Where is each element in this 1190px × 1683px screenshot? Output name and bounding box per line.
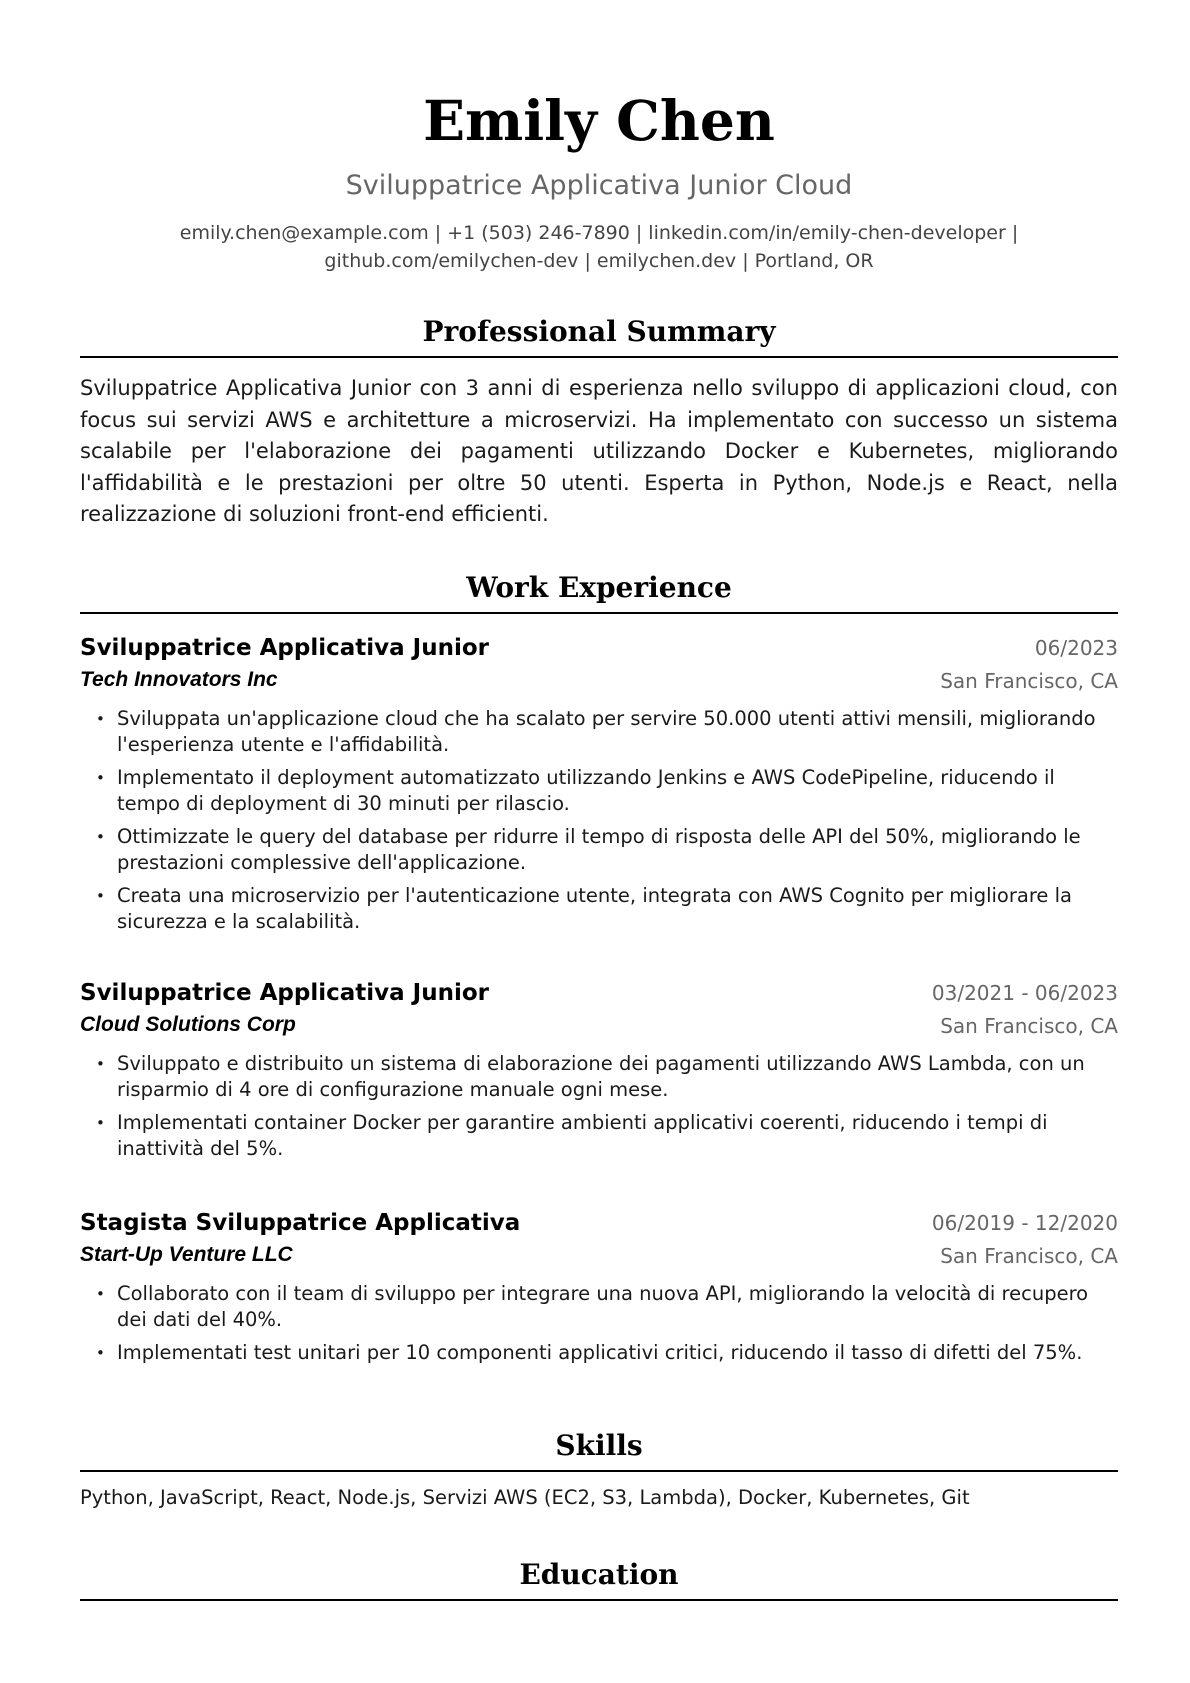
job-location: San Francisco, CA xyxy=(940,1244,1118,1268)
job-company: Cloud Solutions Corp xyxy=(80,1013,296,1036)
job-dates: 03/2021 - 06/2023 xyxy=(931,981,1118,1005)
candidate-headline: Sviluppatrice Applicativa Junior Cloud xyxy=(345,170,853,201)
job-title: Sviluppatrice Applicativa Junior xyxy=(80,980,489,1006)
skills-list: Python, JavaScript, React, Node.js, Servizi AWS (EC2, S3, Lambda), Docker, Kubernetes, Git xyxy=(80,1486,970,1509)
job-bullets xyxy=(80,706,1118,935)
summary-text: Sviluppatrice Applicativa Junior con 3 anni di esperienza nello sviluppo di applicazioni cloud, con focus sui servizi AWS e architetture a microservizi. Ha implementato con successo un sistema scalabile per l'elaborazione dei pagamenti utilizzando Docker e Kubernetes, migliorando l'affidabilità e le prestazioni per oltre 50 utenti. Esperta in Python, Node.js e React, nella realizzazione di soluzioni front-end efficienti. xyxy=(80,376,1118,526)
job-bullet: • Sviluppata un'applicazione cloud che ha scalato per servire 50.000 utenti attivi mensili, migliorando l'esperienza utente e l'affidabilità. xyxy=(117,706,1118,758)
job-header xyxy=(80,977,1118,1039)
job-location: San Francisco, CA xyxy=(940,669,1118,693)
job-dates: 06/2019 - 12/2020 xyxy=(931,1211,1118,1235)
job-company: Start-Up Venture LLC xyxy=(80,1243,293,1266)
job-bullet: • Implementato il deployment automatizzato utilizzando Jenkins e AWS CodePipeline, riducendo il tempo di deployment di 30 minuti per rilascio. xyxy=(117,765,1118,817)
job-entry xyxy=(80,632,1118,942)
job-bullets xyxy=(80,1281,1118,1366)
job-title: Stagista Sviluppatrice Applicativa xyxy=(80,1210,521,1236)
job-company: Tech Innovators Inc xyxy=(80,668,278,691)
job-bullet: • Collaborato con il team di sviluppo per integrare una nuova API, migliorando la velocità di recupero dei dati del 40%. xyxy=(117,1281,1118,1333)
job-bullets xyxy=(80,1051,1118,1162)
job-title: Sviluppatrice Applicativa Junior xyxy=(80,635,489,661)
section-title-skills: Skills xyxy=(80,1426,1118,1472)
section-title-experience: Work Experience xyxy=(80,568,1118,614)
job-header xyxy=(80,1207,1118,1269)
job-entry xyxy=(80,1207,1118,1373)
job-entry xyxy=(80,977,1118,1169)
contact-line-1: emily.chen@example.com | +1 (503) 246-7890 | linkedin.com/in/emily-chen-developer | xyxy=(179,222,1019,244)
job-dates: 06/2023 xyxy=(1034,636,1118,660)
contact-line-2: github.com/emilychen-dev | emilychen.dev | Portland, OR xyxy=(324,250,874,272)
job-bullet: • Creata una microservizio per l'autenticazione utente, integrata con AWS Cognito per migliorare la sicurezza e la scalabilità. xyxy=(117,883,1118,935)
candidate-name: Emily Chen xyxy=(423,88,775,153)
job-header xyxy=(80,632,1118,694)
section-title-education: Education xyxy=(80,1555,1118,1601)
job-bullet: • Ottimizzate le query del database per ridurre il tempo di risposta delle API del 50%, migliorando le prestazioni complessive dell'applicazione. xyxy=(117,824,1118,876)
job-bullet: • Implementati container Docker per garantire ambienti applicativi coerenti, riducendo i tempi di inattività del 5%. xyxy=(117,1110,1118,1162)
job-bullet: • Sviluppato e distribuito un sistema di elaborazione dei pagamenti utilizzando AWS Lambda, con un risparmio di 4 ore di configurazione manuale ogni mese. xyxy=(117,1051,1118,1103)
job-bullet: • Implementati test unitari per 10 componenti applicativi critici, riducendo il tasso di difetti del 75%. xyxy=(117,1340,1118,1366)
job-location: San Francisco, CA xyxy=(940,1014,1118,1038)
contact-info xyxy=(80,219,1118,275)
section-title-summary: Professional Summary xyxy=(80,312,1118,358)
